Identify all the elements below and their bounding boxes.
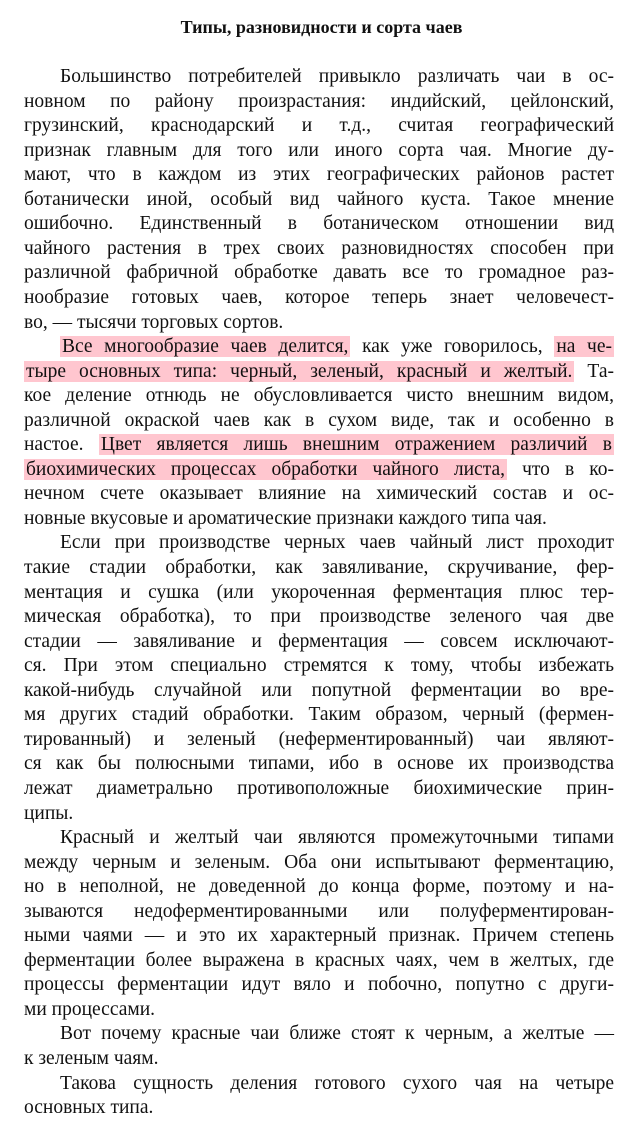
text-line: признак главным для того или иного сорта чая. Многие ду- (24, 139, 614, 161)
text-line: нечном счете оказывает влияние на химический состав и ос- (24, 483, 614, 505)
text-line: ся как бы полюсными типами, ибо в основе их производства (24, 753, 614, 775)
text-line: но в неполной, не доведенной до конца форме, поэтому и на- (24, 876, 614, 898)
text-line: нообразие готовых чаев, которое теперь знает человечест- (24, 286, 614, 308)
text-line: Все многообразие чаев делится, как уже говорилось, на че- (62, 336, 612, 358)
text-line: Вот почему красные чаи ближе стоят к черным, а желтые — (60, 1023, 614, 1045)
highlighted-text: на че- (556, 336, 612, 358)
text-line: ся. При этом специально стремятся к тому, чтобы избежать (24, 655, 614, 677)
text-line: новные вкусовые и ароматические признаки каждого типа чая. (24, 507, 547, 529)
text-line: ми процессами. (24, 998, 156, 1020)
text-line: ными чаями — и это их характерный признак. Причем степень (24, 925, 614, 947)
text-line: какой-нибудь случайной или попутной ферментации во вре- (24, 679, 614, 701)
text-line: мическая обработка), то при производстве зеленого чая две (24, 606, 614, 628)
text-line: Если при производстве черных чаев чайный лист проходит (60, 532, 614, 554)
text-line: настое. Цвет является лишь внешним отражением различий в (24, 434, 612, 456)
text-line: тированный) и зеленый (неферментированный) чаи являют- (24, 728, 614, 750)
text-line: ментация и сушка (или укороченная ферментация плюс тер- (24, 581, 614, 603)
text-line: ботанически иной, особый вид чайного куста. Такое мнение (24, 188, 614, 210)
text-line: процессы ферментации идут вяло и побочно, попутно с други- (24, 974, 614, 996)
text-line: тыре основных типа: черный, зеленый, красный и желтый. Та- (26, 360, 614, 382)
text-line: различной фабричной обработке давать все то громадное раз- (24, 262, 614, 284)
text-line: к зеленым чаям. (24, 1048, 159, 1069)
text-line: между черным и зеленым. Оба они испытывают ферментацию, (24, 851, 614, 873)
text-line: биохимических процессах обработки чайного листа, что в ко- (26, 458, 614, 480)
highlighted-text: биохимических процессах обработки чайного листа, (26, 458, 505, 480)
highlighted-text: Все многообразие чаев делится, (62, 336, 349, 358)
text-line: во, — тысячи торговых сортов. (24, 311, 284, 333)
highlighted-text: Цвет является лишь внешним отражением различий в (100, 434, 612, 456)
text-line: ферментации более выражена в красных чаях, чем в желтых, где (24, 949, 614, 971)
text-line: лежат диаметрально противоположные биохимические прин- (24, 777, 614, 799)
text-line: основных типа. (24, 1097, 154, 1119)
page-title: Типы, разновидности и сорта чаев (180, 17, 463, 37)
text-line: различной окраской чаев как в сухом виде, так и особенно в (24, 409, 614, 431)
text-line: стадии — завяливание и ферментация — совсем исключают- (24, 630, 614, 652)
highlighted-text: тыре основных типа: черный, зеленый, красный и желтый. (26, 360, 573, 382)
text-line: мают, что в каждом из этих географических районов растет (24, 164, 614, 186)
text-line: ошибочно. Единственный в ботаническом отношении вид (24, 213, 614, 235)
text-line: Большинство потребителей привыкло различать чаи в ос- (60, 66, 614, 87)
text-line: Красный и желтый чаи являются промежуточными типами (60, 827, 614, 849)
text-line: такие стадии обработки, как завяливание, скручивание, фер- (24, 557, 614, 578)
text-line: ципы. (24, 802, 74, 824)
text-line: новном по району произрастания: индийский, цейлонский, (24, 90, 614, 112)
text-line: грузинский, краснодарский и т.д., считая географический (24, 115, 614, 137)
text-line: кое деление отнюдь не обусловливается чисто внешним видом, (24, 385, 614, 407)
text-line: Такова сущность деления готового сухого чая на четыре (60, 1072, 614, 1094)
text-line: зываются недоферментированными или полуферментирован- (24, 900, 614, 922)
text-line: мя других стадий обработки. Таким образом, черный (фермен- (24, 704, 614, 726)
text-line: чайного растения в трех своих разновидностях способен при (24, 237, 614, 259)
